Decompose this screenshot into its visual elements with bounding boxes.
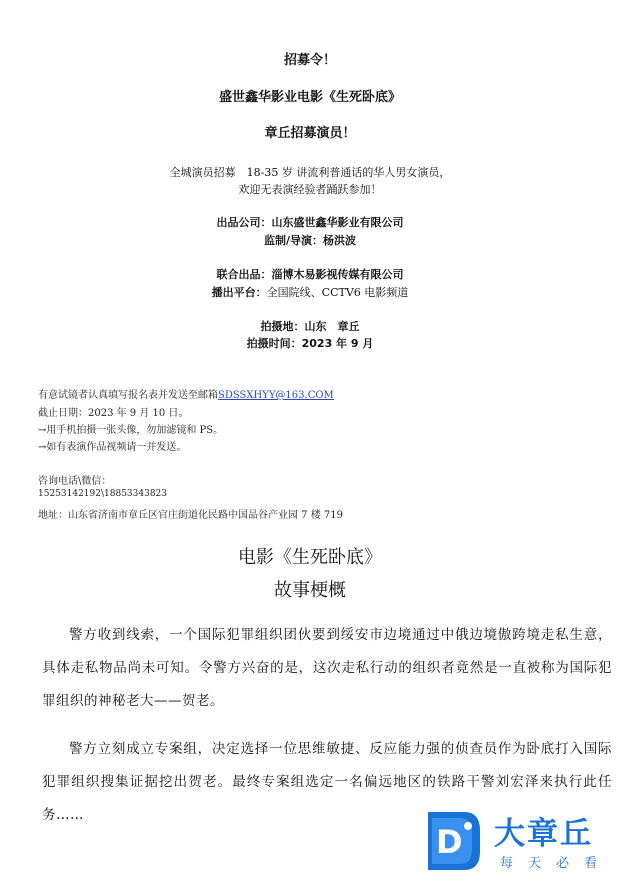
location-label: 拍摄地：: [260, 320, 305, 333]
application-instruction: 有意试镜者认真填写报名表并发送至邮箱: [38, 390, 218, 401]
contact-label: 咨询电话\微信：: [38, 476, 112, 487]
director-label: 监制/导演：: [263, 234, 324, 247]
address-line: [38, 506, 343, 521]
brand-tagline: 每天必看: [500, 856, 613, 871]
note-video: →如有表演作品视频请一并发送。: [38, 442, 187, 453]
deadline-line: 截止日期：2023 年 9 月 10 日。: [38, 408, 189, 419]
application-line: [38, 386, 334, 401]
title-line-3: 章丘招募演员！: [264, 126, 356, 141]
director-line: [0, 232, 620, 248]
brand-logo-icon: [420, 808, 484, 874]
shooting-time-line: [0, 335, 620, 351]
location-line: [0, 318, 620, 334]
title-line-2: 盛世鑫华影业电影《生死卧底》: [218, 90, 401, 105]
synopsis-film-title: 电影《生死卧底》: [238, 547, 382, 568]
synopsis-paragraph-2: 警方立刻成立专案组，决定选择一位思维敏捷、反应能力强的侦查员作为卧底打入国际犯罪组织搜集证据挖出贺老。最终专案组选定一名偏远地区的铁路干警刘宏泽来执行此任务……: [42, 741, 612, 823]
producer-label: 出品公司：: [216, 216, 272, 229]
director-value: 杨洪波: [323, 234, 357, 247]
intro-line-2: 欢迎无表演经验者踊跃参加！: [238, 183, 382, 196]
platform-line: [0, 284, 620, 300]
location-value: 山东 章丘: [304, 320, 360, 333]
producer-value: 山东盛世鑫华影业有限公司: [271, 216, 404, 229]
synopsis-paragraph-1: 警方收到线索，一个国际犯罪组织团伙要到绥安市边境通过中俄边境傲跨境走私生意，具体走私物品尚未可知。令警方兴奋的是，这次走私行动的组织者竟然是一直被称为国际犯罪组织的神秘老大——贺老。: [42, 627, 612, 709]
email-link[interactable]: SDSSXHYY@163.COM: [218, 390, 334, 401]
brand-logo-letter: D: [436, 823, 463, 861]
platform-label: 播出平台：: [211, 286, 267, 299]
shooting-time-value: 2023 年 9 月: [301, 337, 374, 350]
note-photo: →用手机拍摄一张头像，勿加滤镜和 PS。: [38, 425, 224, 436]
address-value: 山东省济南市章丘区官庄街道化民路中国品谷产业园 7 楼 719: [68, 510, 343, 521]
synopsis-heading: 故事梗概: [274, 580, 346, 601]
contact-phones: 15253142192\18853343823: [38, 489, 168, 499]
producer-line: [0, 214, 620, 230]
address-label: 地址：: [38, 510, 68, 521]
brand-name: 大章丘: [494, 816, 593, 852]
title-line-1: 招募令！: [283, 53, 336, 68]
watermark: [420, 806, 620, 877]
coproducer-label: 联合出品：: [216, 268, 272, 281]
shooting-time-label: 拍摄时间：: [246, 337, 302, 350]
coproducer-value: 淄博木易影视传媒有限公司: [271, 268, 404, 281]
coproducer-line: [0, 266, 620, 282]
intro-line-1: 全城演员招募 18-35 岁 讲流利普通话的华人男女演员，: [169, 166, 451, 179]
platform-value: 全国院线、CCTV6 电影频道: [266, 286, 409, 299]
